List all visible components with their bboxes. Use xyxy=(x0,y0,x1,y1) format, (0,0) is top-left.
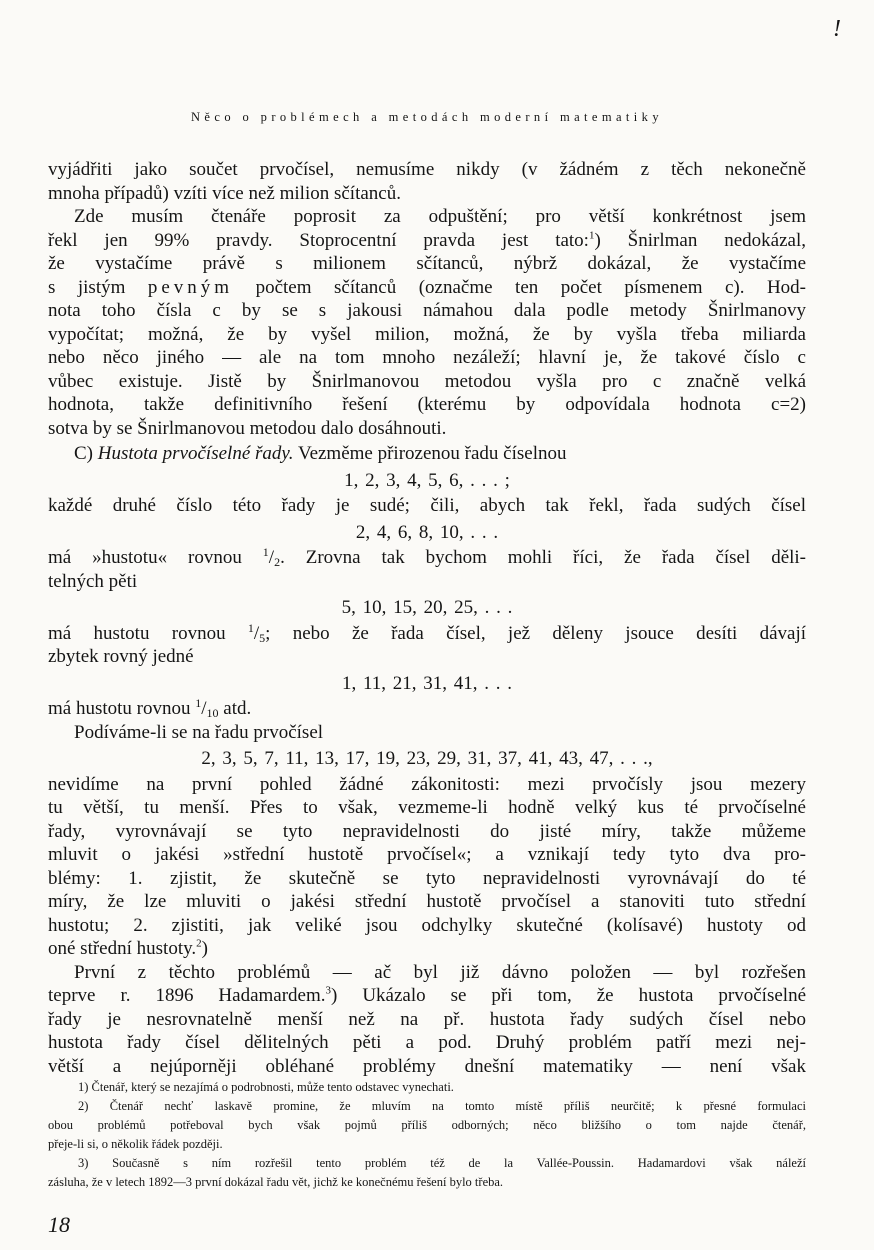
primes-line9: oné střední hustoty.$^2$) xyxy=(48,937,208,959)
para2-line6: vypočítat; možná, že by vyšel milion, možná, že by vyšla třeba miliarda xyxy=(48,323,806,345)
primes-line6: blémy: 1. zjistit, že skutečně se tyto nepravidelnosti vyrovnávají do té xyxy=(48,867,806,889)
primes-line3: tu větší, tu menší. Přes to však, vezmeme-li hodně velký kus té prvočíselné xyxy=(48,797,806,818)
section-c-line6: zbytek rovný jedné xyxy=(48,646,194,667)
section-c-line3: má »hustotu« rovnou $^1/_2$. Zrovna tak bychom mohli říci, že řada čísel děli- xyxy=(48,545,807,569)
para2-line10: sotva by se Šnirlmanovou metodou dalo dosáhnouti. xyxy=(48,417,447,439)
running-header: Něco o problémech a metodách moderní matematiky xyxy=(191,110,663,124)
hadamard-line3: řady je nesrovnatelně menší než na př. hustota řady sudých čísel nebo xyxy=(48,1008,806,1030)
section-c-line2: každé druhé číslo této řady je sudé; čili, abych tak řekl, řada sudých čísel xyxy=(48,495,806,516)
para1-line1: vyjádřiti jako součet prvočísel, nemusíme nikdy (v žádném z těch nekonečně xyxy=(48,159,806,180)
para2-line3: že vystačíme právě s milionem sčítanců, nýbrž dokázal, že vystačíme xyxy=(48,253,806,274)
page-number: 18 xyxy=(48,1212,70,1237)
sequence-five: 5, 10, 15, 20, 25, . . . xyxy=(341,597,513,618)
footnote-2-line2: obou problémů potřeboval bych však pojmů příliš odborných; něco bližšího o tom najde čtenář, xyxy=(48,1118,806,1132)
primes-line7: míry, že lze mluviti o jakési střední hustotě prvočísel a stanoviti tuto střední xyxy=(48,891,806,912)
footnote-ref-2: 2 xyxy=(196,937,202,950)
para2-line5: nota toho čísla c by se s jakousi námahou dala podle metody Šnirlmanovy xyxy=(48,300,806,321)
section-c-line5: má hustotu rovnou $^1/_5$; nebo že řada čísel, jež děleny jsouce desíti dávají xyxy=(48,620,807,645)
corner-mark: ! xyxy=(833,16,841,42)
footnote-1: 1) Čtenář, který se nezajímá o podrobnosti, může tento odstavec vynechati. xyxy=(78,1080,454,1094)
fraction-tenth: $^1/_{10}$ xyxy=(195,696,219,720)
hadamard-line2: teprve r. 1896 Hadamardem.$^3$) Ukázalo se při tom, že hustota prvočíselné xyxy=(48,984,807,1006)
footnotes xyxy=(48,1078,806,1192)
para2-line4: s jistým pevným počtem sčítanců (označme ten počet písmenem c). Hod- xyxy=(48,276,806,298)
hadamard-line1: První z těchto problémů — ač byl již dávno položen — byl rozřešen xyxy=(74,961,806,983)
footnote-3-line2: zásluha, že v letech 1892—3 první dokázal řadu vět, jichž ke konečnému řešení bylo třeba. xyxy=(48,1175,504,1189)
footnote-ref-1: 1 xyxy=(588,229,595,242)
para2-line8: vůbec existuje. Jistě by Šnirlmanovou metodou vyšla pro c značně velká xyxy=(48,370,806,392)
section-c-heading-line: C) Hustota prvočíselné řady. Vezměme přirozenou řadu číselnou xyxy=(74,443,567,464)
para2-line2: řekl jen 99% pravdy. Stoprocentní pravda jest tato:$^1$) Šnirlman nedokázal, xyxy=(48,229,806,251)
footnote-2-line1: 2) Čtenář nechť laskavě promine, že mluvím na tomto místě příliš neurčitě; k přesné formulaci xyxy=(78,1099,806,1113)
footnote-2-line3: přeje-li si, o několik řádek později. xyxy=(48,1137,223,1151)
primes-line2: nevidíme na první pohled žádné zákonitosti: mezi prvočísly jsou mezery xyxy=(48,773,806,795)
section-c-title: Hustota prvočíselné řady. xyxy=(97,443,294,464)
para2-line7: nebo něco jiného — ale na tom mnoho nezáleží; hlavní je, že takové číslo c xyxy=(48,347,806,368)
footnote-ref-3: 3 xyxy=(325,984,332,997)
para1-line2: mnoha případů) vzíti více než milion sčítanců. xyxy=(48,182,401,204)
section-c-line4: telných pěti xyxy=(48,570,138,592)
primes-line5: mluvit o jakési »střední hustotě prvočísel«; a vznikají tedy tyto dva pro- xyxy=(48,844,806,865)
main-text xyxy=(48,158,806,1078)
sequence-ten: 1, 11, 21, 31, 41, . . . xyxy=(341,672,513,694)
sequence-primes: 2, 3, 5, 7, 11, 13, 17, 19, 23, 29, 31, 37, 41, 43, 47, . . ., xyxy=(201,748,653,769)
primes-line8: hustotu; 2. zjistiti, jak veliké jsou odchylky skutečné (kolísavé) hustoty od xyxy=(48,914,806,936)
primes-line4: řady, vyrovnávají se tyto nepravidelnosti do jisté míry, takže můžeme xyxy=(48,820,806,842)
hadamard-line5: větší a nejúporněji obléhané problémy dnešní matematiky — není však xyxy=(48,1055,806,1077)
section-c-label: C) xyxy=(74,443,93,464)
spaced-emphasis: pevným xyxy=(147,276,234,298)
para2-line9: hodnota, takže definitivního řešení (kterému by odpovídala hodnota c=2) xyxy=(48,394,806,415)
fraction-fifth: $^1/_5$ xyxy=(247,620,266,645)
fraction-half: $^1/_2$ xyxy=(262,545,281,569)
primes-line1: Podíváme-li se na řadu prvočísel xyxy=(74,721,324,743)
sequence-even: 2, 4, 6, 8, 10, . . . xyxy=(355,521,499,543)
footnote-3-line1: 3) Současně s ním rozřešil tento problém též de la Vallée-Poussin. Hadamardovi však náleží xyxy=(78,1156,806,1170)
hadamard-line4: hustota řady čísel dělitelných pěti a pod. Druhý problém patří mezi nej- xyxy=(48,1032,806,1053)
para2-line1: Zde musím čtenáře poprosit za odpuštění; pro větší konkrétnost jsem xyxy=(74,206,806,227)
sequence-natural: 1, 2, 3, 4, 5, 6, . . . ; xyxy=(344,469,510,491)
section-c-line7: má hustotu rovnou $^1/_{10}$ atd. xyxy=(48,696,252,720)
